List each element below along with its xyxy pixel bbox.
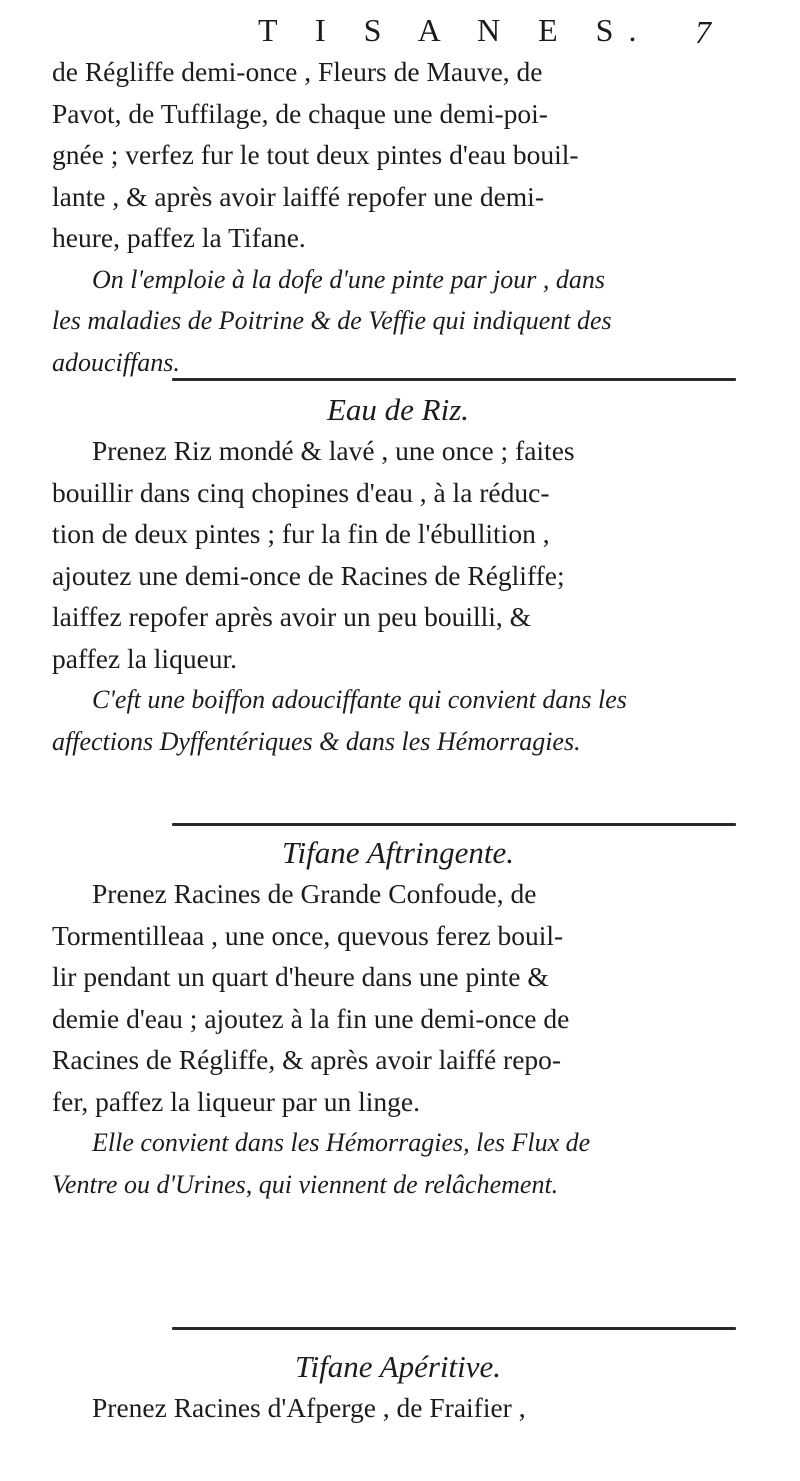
section-line: demie d'eau ; ajoutez à la fin une demi-once de	[52, 1002, 570, 1034]
section-divider	[172, 823, 736, 826]
running-title: T I S A N E S.	[258, 12, 652, 48]
section-note-line: affections Dyffentériques & dans les Hémorragies.	[52, 726, 581, 756]
running-head	[0, 10, 800, 50]
section-line: Prenez Racines de Grande Confoude, de	[92, 878, 537, 909]
section-heading: Eau de Riz.	[326, 392, 470, 427]
intro-line: heure, paffez la Tifane.	[52, 222, 306, 253]
intro-note-line: On l'emploie à la dofe d'une pinte par jour , dans	[92, 264, 606, 294]
intro-block	[52, 51, 744, 383]
section-line: Tormentilleaa , une once, quevous ferez bouil-	[52, 919, 564, 951]
intro-line: de Régliffe demi-once , Fleurs de Mauve, de	[52, 56, 543, 87]
page-number: 7	[695, 14, 711, 50]
section-line: bouillir dans cinq chopines d'eau , à la réduc-	[52, 476, 550, 508]
section-line: Prenez Racines d'Afperge , de Fraifier ,	[92, 1392, 526, 1423]
section-note-line: Ventre ou d'Urines, qui viennent de relâchement.	[52, 1169, 559, 1199]
section-line: tion de deux pintes ; fur la fin de l'ébullition ,	[52, 518, 550, 549]
intro-note-line: adouciffans.	[52, 347, 180, 377]
section-line: laiffez repofer après avoir un peu bouilli, &	[52, 601, 532, 632]
section-divider	[172, 1327, 736, 1330]
section-line: fer, paffez la liqueur par un linge.	[52, 1085, 420, 1117]
section-divider	[172, 378, 736, 381]
section-line: Prenez Riz mondé & lavé , une once ; faites	[92, 435, 575, 466]
section-line: lir pendant un quart d'heure dans une pinte &	[52, 961, 549, 992]
section-line: ajoutez une demi-once de Racines de Régliffe;	[52, 559, 565, 591]
intro-line: gnée ; verfez fur le tout deux pintes d'eau bouil-	[52, 139, 579, 170]
intro-line: Pavot, de Tuffilage, de chaque une demi-poi-	[52, 97, 548, 129]
section-tifane-astringente	[52, 833, 744, 1205]
section-note-line: Elle convient dans les Hémorragies, les Flux de	[92, 1128, 591, 1157]
intro-line: lante , & après avoir laiffé repofer une demi-	[52, 180, 544, 212]
intro-note-line: les maladies de Poitrine & de Veffie qui indiquent des	[52, 306, 612, 335]
section-line: Racines de Régliffe, & après avoir laiffé repo-	[52, 1044, 562, 1075]
section-line: paffez la liqueur.	[52, 642, 238, 674]
section-note-line: C'eft une boiffon adouciffante qui convient dans les	[92, 685, 627, 714]
section-tifane-aperitive	[52, 1347, 744, 1429]
section-heading: Tifane Aftringente.	[282, 835, 514, 870]
section-eau-de-riz	[52, 390, 744, 762]
section-heading: Tifane Apéritive.	[294, 1349, 502, 1384]
